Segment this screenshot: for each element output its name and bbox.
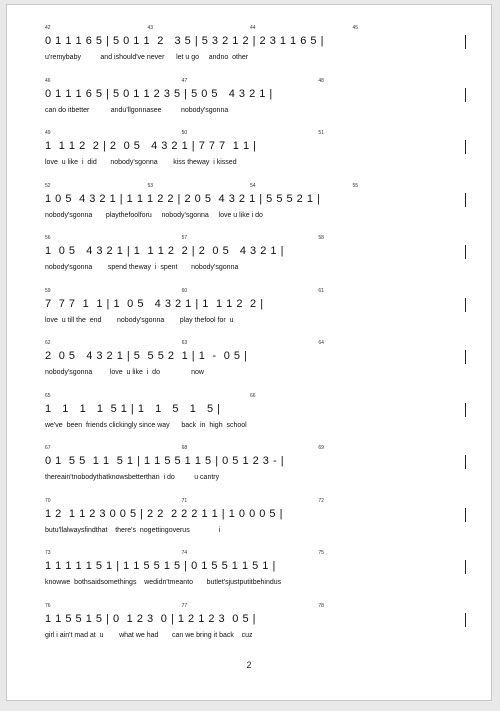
end-barline <box>465 403 466 417</box>
staff-row <box>7 498 493 540</box>
measure-number: 49 <box>45 130 51 136</box>
lyric-line: knowwe bothsaidsomethings wedidn'tmeanto butlet'sjustputitbehindus <box>45 579 282 586</box>
staff-row <box>7 130 493 172</box>
measure-number: 44 <box>250 25 256 31</box>
measure-number: 54 <box>250 182 256 189</box>
note-line: 0 1 1 1 6 5 | 5 0 1 1 2 3 5 | 5 0 5 4 3 2 1 | <box>45 87 273 100</box>
note-line: 2 0 5 4 3 2 1 | 5 5 5 2 1 | 1 - 0 5 | <box>45 350 248 362</box>
lyric-line: can do itbetter andu'llgonnasee nobody'sgonna <box>45 106 229 114</box>
end-barline <box>465 298 466 312</box>
measure-number: 76 <box>45 602 51 609</box>
measure-number: 75 <box>318 550 324 556</box>
measure-number: 43 <box>147 25 154 31</box>
measure-number: 55 <box>352 182 359 189</box>
staff-row <box>7 25 493 67</box>
measure-number: 50 <box>181 130 188 136</box>
note-line: 1 2 1 1 2 3 0 0 5 | 2 2 2 2 2 1 1 | 1 0 0 0 5 | <box>45 507 283 520</box>
measure-number: 68 <box>181 445 188 451</box>
note-line: 1 1 5 5 1 5 | 0 1 2 3 0 | 1 2 1 2 3 0 5 | <box>45 612 256 625</box>
staff-row <box>7 445 493 487</box>
measure-number: 58 <box>318 235 324 241</box>
measure-number: 57 <box>181 235 188 241</box>
staff-row <box>7 183 493 225</box>
measure-number: 61 <box>318 287 324 294</box>
measure-number: 65 <box>45 392 51 399</box>
note-line: 1 0 5 4 3 2 1 | 1 1 1 2 2 | 2 0 5 4 3 2 1 | 5 5 5 2 1 | <box>45 192 321 205</box>
measure-number: 64 <box>318 340 324 346</box>
lyric-line: nobody'sgonna love u like i do now <box>45 369 204 376</box>
staff-row <box>7 235 493 277</box>
end-barline <box>465 193 466 207</box>
lyric-line: nobody'sgonna spend theway i spent nobody'sgonna <box>45 264 239 271</box>
end-barline <box>465 455 466 469</box>
note-line: 1 1 1 2 2 | 2 0 5 4 3 2 1 | 7 7 7 1 1 | <box>45 140 257 152</box>
end-barline <box>465 245 466 259</box>
staff-row <box>7 603 493 645</box>
measure-number: 67 <box>45 445 51 451</box>
note-line: 1 1 1 1 5 1 | 1 1 5 1 5 | <box>45 402 221 415</box>
note-line: 1 1 1 1 1 5 1 | 1 1 5 5 1 5 | 0 1 5 5 1 1 5 1 | <box>45 560 276 572</box>
lyric-line: love u till the end nobody'sgonna play thefool for u <box>45 316 234 324</box>
end-barline <box>465 140 466 154</box>
staff-row <box>7 340 493 382</box>
end-barline <box>465 560 466 574</box>
measure-number: 47 <box>181 77 188 84</box>
measure-number: 46 <box>45 77 51 84</box>
measure-number: 70 <box>45 497 51 504</box>
lyric-line: u'remybaby and ishould've never let u go andno other <box>45 54 249 61</box>
measure-number: 42 <box>45 25 51 31</box>
measure-number: 69 <box>318 445 324 451</box>
measure-number: 52 <box>45 182 51 189</box>
measure-number: 45 <box>352 25 359 31</box>
staff-row <box>7 393 493 435</box>
lyric-line: nobody'sgonna playthefoolforu nobody'sgonna love u like i do <box>45 211 263 219</box>
page-number: 2 <box>246 660 252 670</box>
end-barline <box>465 88 466 102</box>
end-barline <box>465 613 466 627</box>
note-line: 1 0 5 4 3 2 1 | 1 1 1 2 2 | 2 0 5 4 3 2 1 | <box>45 245 284 257</box>
measure-number: 77 <box>181 602 188 609</box>
note-line: 0 1 5 5 1 1 5 1 | 1 1 5 5 1 1 5 | 0 5 1 2 3 - | <box>45 455 285 467</box>
measure-number: 48 <box>318 77 324 84</box>
measure-number: 71 <box>181 497 188 504</box>
measure-number: 56 <box>45 235 51 241</box>
end-barline <box>465 350 466 364</box>
measure-number: 63 <box>181 340 188 346</box>
end-barline <box>465 508 466 522</box>
lyric-line: thereain'tnobodythatknowsbetterthan i do u cantry <box>45 474 220 481</box>
measure-number: 53 <box>147 182 154 189</box>
staff-row <box>7 78 493 120</box>
measure-number: 72 <box>318 497 324 504</box>
measure-number: 74 <box>181 550 188 556</box>
end-barline <box>465 35 466 49</box>
sheet-page <box>6 4 492 701</box>
measure-number: 66 <box>250 392 256 399</box>
staff-row <box>7 550 493 592</box>
note-line: 0 1 1 1 6 5 | 5 0 1 1 2 3 5 | 5 3 2 1 2 | 2 3 1 1 6 5 | <box>45 35 324 47</box>
measure-number: 51 <box>318 130 324 136</box>
measure-number: 60 <box>181 287 188 294</box>
measure-number: 62 <box>45 340 51 346</box>
lyric-line: we've been friends clickingly since way back in high school <box>45 421 247 429</box>
note-line: 7 7 7 1 1 | 1 0 5 4 3 2 1 | 1 1 1 2 2 | <box>45 297 264 310</box>
measure-number: 59 <box>45 287 51 294</box>
measure-number: 78 <box>318 602 324 609</box>
measure-number: 73 <box>45 550 51 556</box>
lyric-line: girl i ain't mad at u what we had can we bring it back cuz <box>45 631 253 639</box>
lyric-line: love u like i did nobody'sgonna kiss theway i kissed <box>45 159 237 166</box>
lyric-line: butu'llalwaysfindthat there's nogettingoverus i <box>45 526 221 534</box>
staff-row <box>7 288 493 330</box>
